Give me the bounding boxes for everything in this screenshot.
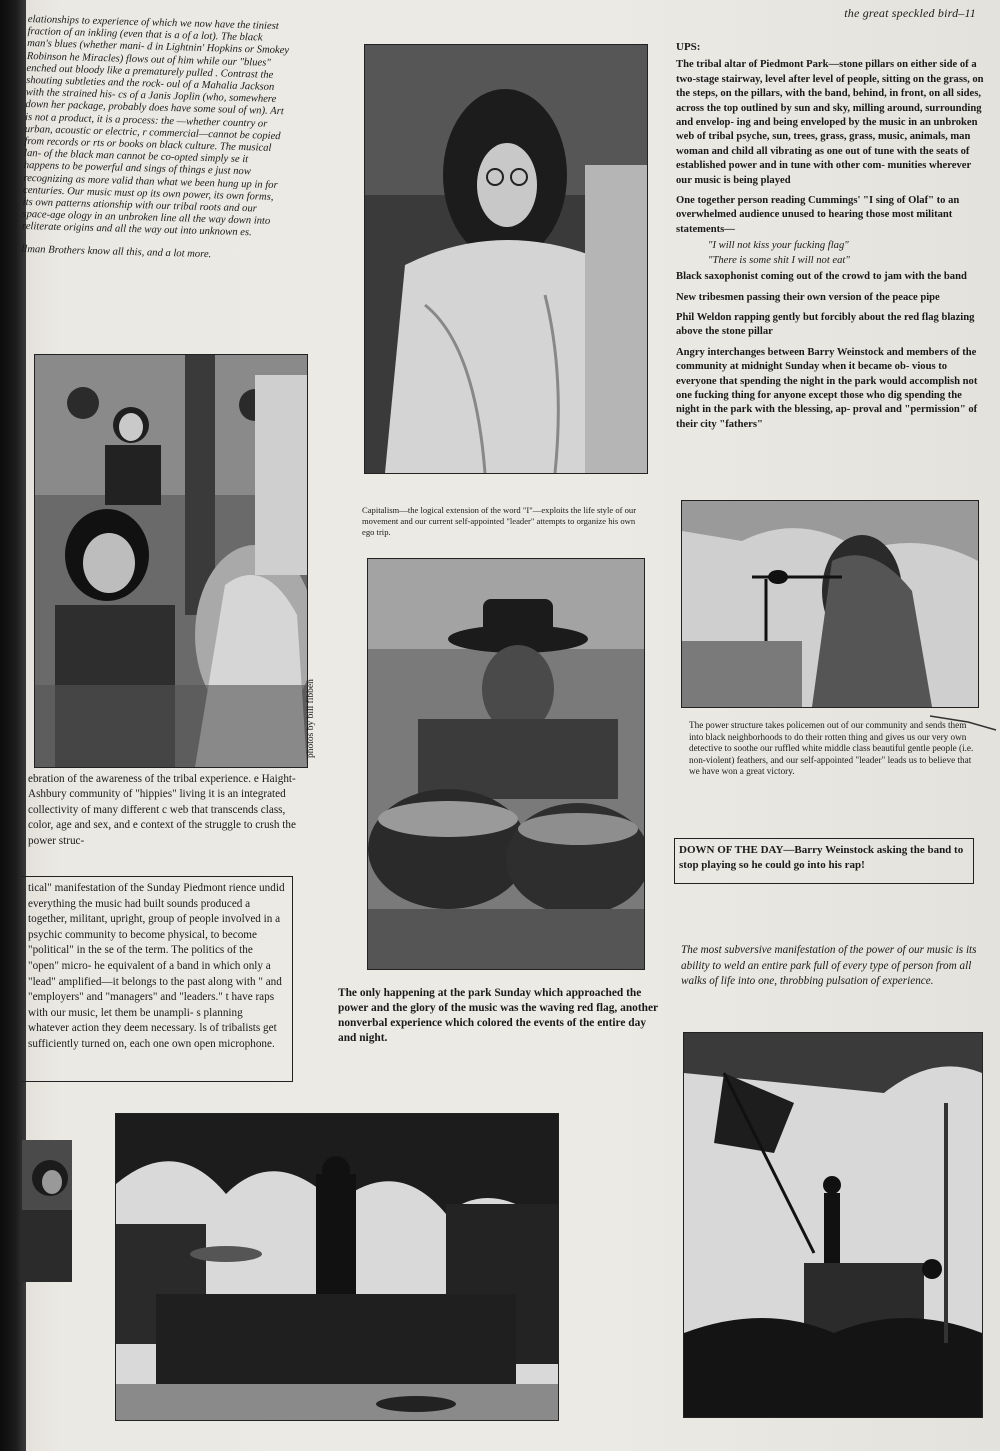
down-of-the-day-box: DOWN OF THE DAY—Barry Weinstock asking the band to stop playing so he could go into his rap! [674, 838, 974, 884]
left-paragraph-2: llman Brothers know all this, and a lot more. [21, 243, 212, 260]
blanket-woman-photo [364, 44, 648, 474]
ups-item-2: One together person reading Cummings' "I sing of Olaf" to an overwhelmed audience unused to hearing those most militant statements— [676, 195, 960, 235]
band-silhouette-photo [115, 1113, 559, 1421]
singer-microphone-photo [681, 500, 979, 708]
right-column-text [676, 40, 988, 438]
left-column-text [21, 14, 290, 273]
subversive-power-text: The most subversive manifestation of the power of our music is its ability to weld an entire park full of every type of person from all walks of life into one, throbbing pulsation of experience. [681, 944, 977, 988]
ups-item-6: Angry interchanges between Barry Weinstock and members of the community at midnight Sunday when it became ob- vious to everyone that spending the night in the park would accomplish not one fucking thing for anyone except those who dig spending the night in the park with the blessing, ap- proval and "permission" of their city "fathers" [676, 346, 978, 430]
running-header: the great speckled bird–11 [844, 6, 976, 20]
fragment-photo [22, 1140, 72, 1282]
flag-monument-photo [683, 1032, 983, 1418]
photo-credit: photos by bill fibben [306, 679, 316, 758]
drummer-photo [367, 558, 645, 970]
left-boxed-text: tical" manifestation of the Sunday Piedmont rience undid everything the music had built sounds produced a together, militant, upright, group of people involved in a psychic community to become physical, to become "political" in the se of the term. The politics of the "open" micro- he equivalent of a band in which only a "lead" amplified—it belongs to the past along with " and "employers" and "managers" and "leaders." t have raps with our music, let them be unampli- s planning whatever action they deem necessary. ls of tribalists get sufficiently turned on, each one own open microphone. [22, 876, 293, 1082]
left-middle-text: ebration of the awareness of the tribal experience. e Haight-Ashbury community of "hippies" living it is an integrated collectivity of many different c web that transcends class, color, age and sex, and e context of the struggle to crush the power struc- [28, 773, 296, 847]
ups-heading: UPS: [676, 41, 701, 53]
waving-flag-text: The only happening at the park Sunday which approached the power and the glory of the music was the waving red flag, another nonverbal experience which colored the events of the entire day and night. [338, 987, 658, 1044]
capitalism-caption: Capitalism—the logical extension of the word "I"—exploits the life style of our movement and our current self-appointed "leader" attempts to organize his own ego trip. [362, 505, 637, 538]
quote-line-1: "I will not kiss your fucking flag" [708, 240, 849, 252]
ups-item-4: New tribesmen passing their own version of the peace pipe [676, 291, 940, 303]
quote-line-2: "There is some shit I will not eat" [708, 254, 850, 266]
ups-item-5: Phil Weldon rapping gently but forcibly about the red flag blazing above the stone pillar [676, 311, 975, 338]
power-structure-caption: The power structure takes policemen out of our community and sends them into black neighborhoods to do their rotten thing and gives us our very own detective to soothe our ruffled white middle class beautiful gentle people (i.e. non-violent) feathers, and our self-appointed "leader" leads us to believe that we have won a great victory. [689, 720, 974, 777]
left-paragraph-1: elationships to experience of which we now have the tiniest fraction of an inkling (even that is a of a lot). The black man's blues (whether mani- d in Lightnin' Hopkins or Smokey Robinson he Miracles) flows out of him while our "blues" enched out bloody like a prematurely pulled . Contrast the shouting subtleties and the rock- oul of a Mahalia Jackson with the strained his- cs of a Janis Joplin (who, somewhere down her package, probably does have some soul of wn). Art is not a product, it is a process: the —whether country or urban, acoustic or electric, r commercial—cannot be copied from records or rts or books on black culture. The musical lan- of the black man cannot be co-opted simply se it happens to be powerful and sings of things e just now recognizing as more valid than what we been hung up in for centuries. Our music must op its own power, its own forms, its own patterns ationship with our tribal roots and our space-age ology in an unbroken line all the way down into reliterate origins and all the way out into unknown es. [21, 14, 290, 239]
ups-item-1: The tribal altar of Piedmont Park—stone pillars on either side of a two-stage stairway, level after level of people, sitting on the grass, on the steps, on the pillars, with the band, behind, in front, on all sides, across the top outlined by sun and sky, milling around, surrounding and envelop- ing and being enveloped by the music in an unbroken web of tribal psyche, sun, trees, grass, grass, music, animals, man woman and child all vibrating as one out of tune with the seats of established power and in tune with other com- munities wherever our music is being played [676, 59, 984, 186]
crowd-photo [34, 354, 308, 768]
ups-item-3: Black saxophonist coming out of the crowd to jam with the band [676, 271, 967, 283]
